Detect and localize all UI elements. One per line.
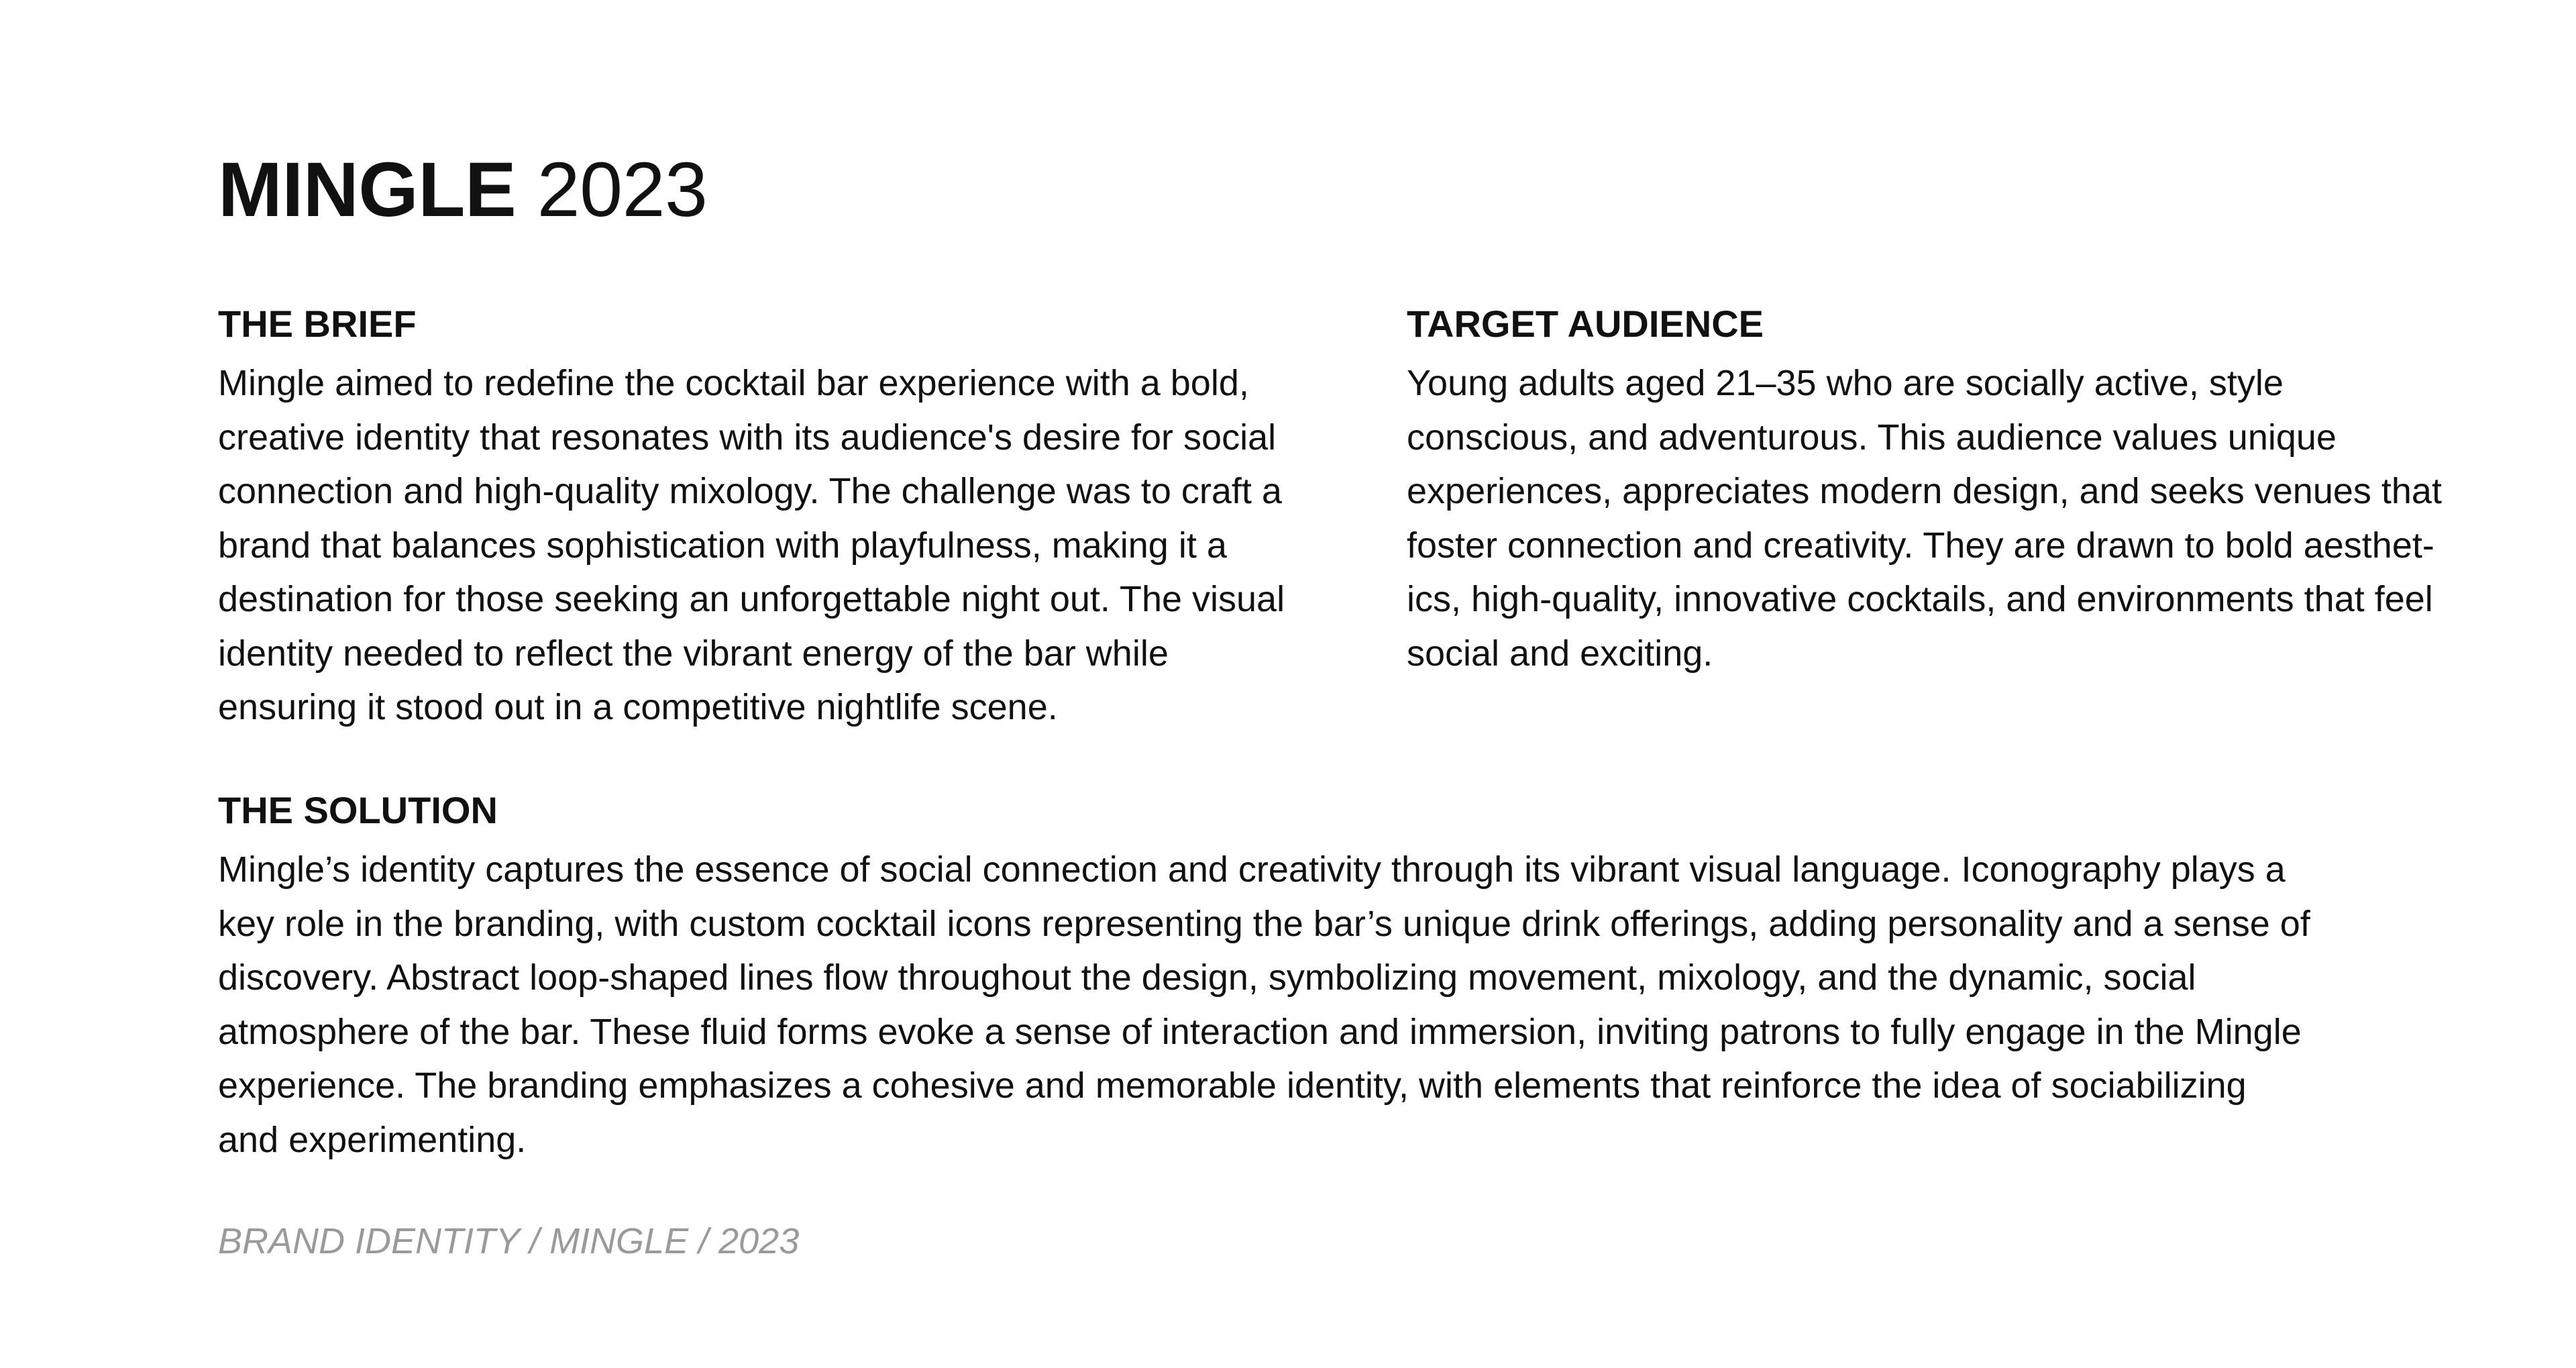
brief-heading: THE BRIEF [218, 303, 417, 345]
solution-heading: THE SOLUTION [218, 789, 498, 831]
solution-line: experience. The branding emphasizes a cohesive and memorable identity, with elements that reinforce the idea of sociabilizing [218, 1065, 2247, 1106]
title-year: 2023 [537, 147, 708, 233]
solution-line: key role in the branding, with custom cocktail icons representing the bar’s unique drink offerings, adding personality and a sense of [218, 903, 2310, 944]
target-audience-section [1407, 297, 2507, 680]
brief-line: creative identity that resonates with its audience's desire for social [218, 417, 1277, 458]
brief-line: identity needed to reflect the vibrant energy of the bar while [218, 633, 1169, 674]
brief-line: destination for those seeking an unforgettable night out. The visual [218, 579, 1285, 619]
brief-line: brand that balances sophistication with playfulness, making it a [218, 525, 1227, 566]
solution-line: discovery. Abstract loop-shaped lines flow throughout the design, symbolizing movement, mixology, and the dynamic, social [218, 957, 2196, 998]
solution-body [218, 843, 2432, 1167]
solution-line: atmosphere of the bar. These fluid forms evoke a sense of interaction and immersion, inviting patrons to fully engage in the Mingle [218, 1011, 2302, 1052]
brief-line: connection and high-quality mixology. The challenge was to craft a [218, 471, 1282, 511]
brief-line: Mingle aimed to redefine the cocktail bar experience with a bold, [218, 363, 1249, 403]
footer-caption: BRAND IDENTITY / MINGLE / 2023 [218, 1221, 800, 1261]
target-audience-line: social and exciting. [1407, 633, 1713, 674]
solution-line: and experimenting. [218, 1119, 527, 1160]
brief-line: ensuring it stood out in a competitive nightlife scene. [218, 687, 1058, 727]
brief-body [218, 356, 1345, 735]
target-audience-line: foster connection and creativity. They are drawn to bold aesthet- [1407, 525, 2434, 566]
target-audience-line: Young adults aged 21–35 who are socially active, style [1407, 363, 2284, 403]
solution-section [218, 784, 2432, 1167]
brief-section [218, 297, 1345, 735]
title-brand: MINGLE [218, 147, 517, 233]
target-audience-body [1407, 356, 2507, 680]
page-title [218, 146, 708, 233]
target-audience-line: conscious, and adventurous. This audience values unique [1407, 417, 2337, 458]
target-audience-heading: TARGET AUDIENCE [1407, 303, 1764, 345]
target-audience-line: experiences, appreciates modern design, and seeks venues that [1407, 471, 2442, 511]
solution-line: Mingle’s identity captures the essence of social connection and creativity through its vibrant visual language. Iconography plays a [218, 849, 2286, 890]
target-audience-line: ics, high-quality, innovative cocktails, and environments that feel [1407, 579, 2433, 619]
